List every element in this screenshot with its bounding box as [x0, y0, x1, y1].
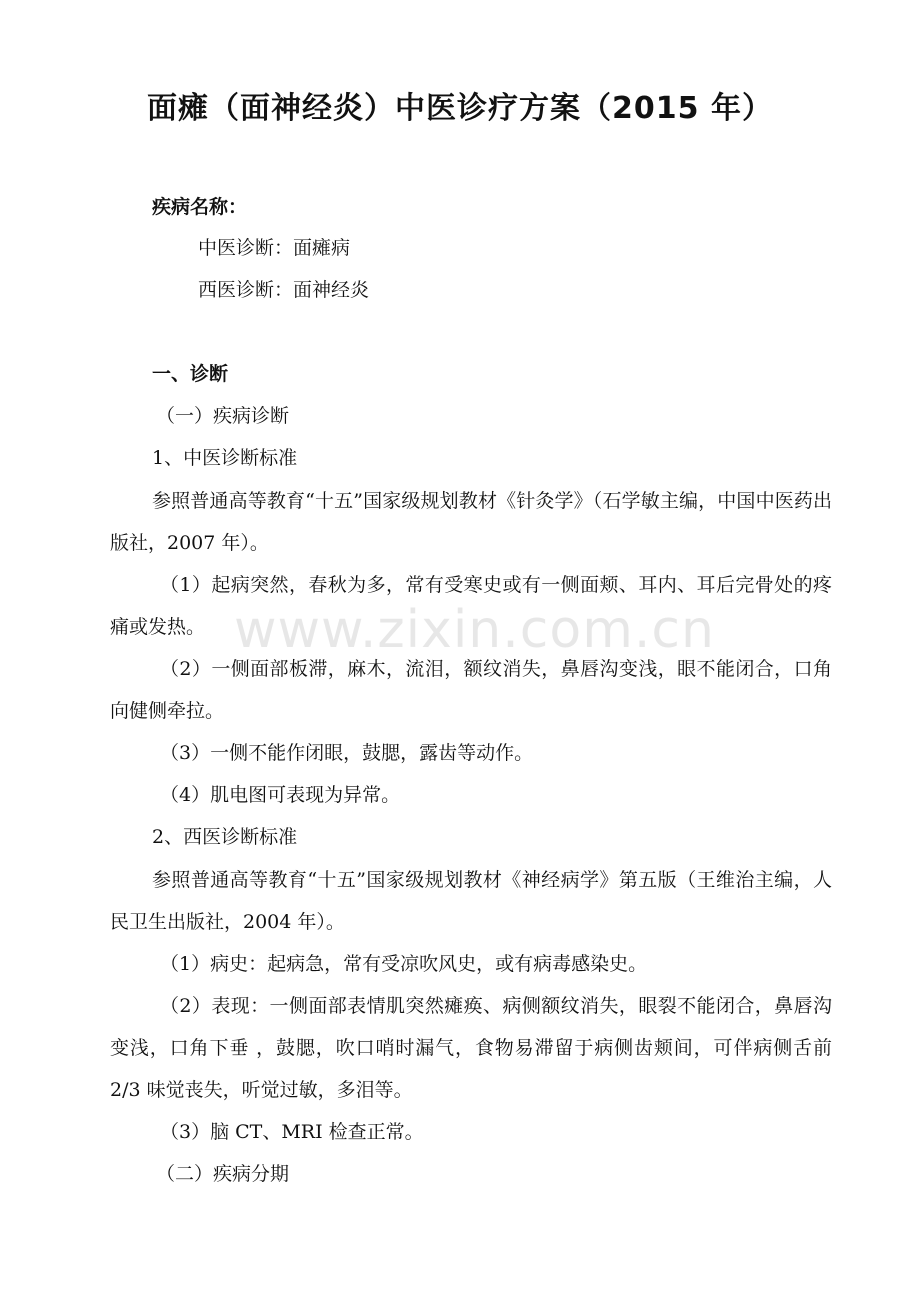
western-diagnosis-line: 西医诊断：面神经炎	[198, 279, 370, 301]
subsection-disease-diagnosis: （一）疾病诊断	[156, 405, 290, 427]
tcm-standard-item-2: （2）一侧面部板滞，麻木，流泪，额纹消失，鼻唇沟变浅，眼不能闭合，口角向健侧牵拉。	[110, 658, 832, 722]
tcm-diagnosis-line: 中医诊断：面瘫病	[198, 237, 351, 259]
western-standard-item-3: （3）脑 CT、MRI 检查正常。	[160, 1121, 424, 1143]
western-standard-heading: 2、西医诊断标准	[152, 826, 298, 848]
tcm-standard-item-3: （3）一侧不能作闭眼，鼓腮，露齿等动作。	[160, 742, 534, 764]
western-standard-reference: 参照普通高等教育“十五”国家级规划教材《神经病学》第五版（王维治主编，人民卫生出版社，2004 年）。	[110, 869, 832, 933]
western-standard-item-1: （1）病史：起病急，常有受凉吹风史，或有病毒感染史。	[160, 953, 648, 975]
tcm-standard-item-1: （1）起病突然，春秋为多，常有受寒史或有一侧面颊、耳内、耳后完骨处的疼痛或发热。	[110, 574, 832, 638]
watermark: www.zixin.com.cn	[234, 600, 715, 660]
section-heading-diagnosis: 一、诊断	[152, 363, 229, 385]
disease-name-label: 疾病名称：	[152, 196, 248, 218]
western-standard-item-2: （2）表现：一侧面部表情肌突然瘫痪、病侧额纹消失，眼裂不能闭合，鼻唇沟变浅，口角下垂 ，鼓腮，吹口哨时漏气，食物易滞留于病侧齿颊间，可伴病侧舌前 2/3 味觉丧失，听觉过敏，多泪等。	[110, 995, 832, 1101]
subsection-disease-staging: （二）疾病分期	[156, 1163, 290, 1185]
tcm-standard-reference: 参照普通高等教育“十五”国家级规划教材《针灸学》（石学敏主编，中国中医药出版社，2007 年）。	[110, 490, 832, 554]
tcm-standard-heading: 1、中医诊断标准	[152, 447, 298, 469]
document-title: 面瘫（面神经炎）中医诊疗方案（2015 年）	[147, 91, 773, 126]
tcm-standard-item-4: （4）肌电图可表现为异常。	[160, 784, 401, 806]
